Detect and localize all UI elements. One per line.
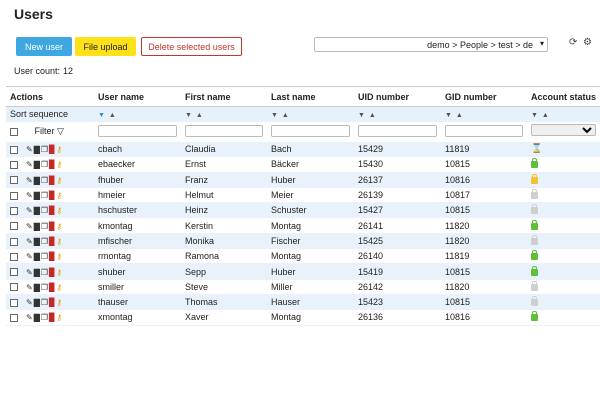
delete-icon[interactable]: ▇ — [33, 282, 41, 292]
table-row[interactable] — [6, 187, 600, 202]
table-row[interactable] — [6, 264, 600, 279]
cell-gid: 11820 — [441, 279, 527, 294]
cell-account-status — [527, 249, 600, 264]
chevron-down-icon: ▾ — [539, 39, 544, 48]
filter-uid-input[interactable] — [358, 125, 437, 137]
cell-uid: 15429 — [354, 142, 441, 157]
cell-user-name[interactable]: fhuber — [94, 172, 181, 187]
copy-icon[interactable]: ❐ — [40, 175, 50, 185]
path-select[interactable] — [314, 37, 548, 52]
sort-desc-icon[interactable]: ▼ — [271, 112, 279, 120]
lock-green-icon — [531, 314, 538, 321]
filter-last-name-input[interactable] — [271, 125, 350, 137]
key-icon[interactable]: ⚷ — [56, 206, 64, 216]
hourglass-icon: ⌛ — [531, 143, 543, 154]
refresh-icon[interactable]: ⟳ — [569, 37, 578, 48]
cell-last-name: Huber — [267, 264, 354, 279]
row-actions — [6, 203, 94, 218]
table-row[interactable] — [6, 249, 600, 264]
row-checkbox[interactable] — [10, 268, 18, 276]
copy-icon[interactable]: ❐ — [40, 236, 50, 246]
cell-user-name[interactable]: hschuster — [94, 203, 181, 218]
pdf-icon[interactable]: ▉ — [49, 252, 57, 262]
lock-green-icon — [531, 269, 538, 276]
lock-green-icon — [531, 161, 538, 168]
cell-gid: 11820 — [441, 233, 527, 248]
sort-asc-icon[interactable]: ▲ — [195, 112, 204, 120]
row-actions — [6, 294, 94, 309]
pdf-icon[interactable]: ▉ — [49, 206, 57, 216]
table-row[interactable] — [6, 310, 600, 325]
sort-asc-icon[interactable]: ▲ — [455, 112, 464, 120]
delete-selected-button[interactable]: Delete selected users — [141, 37, 242, 56]
row-actions — [6, 218, 94, 233]
cell-last-name: Bäcker — [267, 157, 354, 172]
pdf-icon[interactable]: ▉ — [49, 175, 57, 185]
filter-cell — [6, 122, 94, 142]
cell-user-name[interactable]: hmeier — [94, 187, 181, 202]
cell-gid: 10817 — [441, 187, 527, 202]
cell-account-status — [527, 203, 600, 218]
row-actions — [6, 142, 94, 157]
table-row[interactable] — [6, 172, 600, 187]
header-first-name[interactable]: First name — [181, 87, 267, 107]
copy-icon[interactable]: ❐ — [40, 298, 50, 308]
edit-icon[interactable]: ✎ — [26, 175, 34, 185]
lock-gray-icon — [531, 284, 538, 291]
header-uid[interactable]: UID number — [354, 87, 441, 107]
user-count-value: 12 — [63, 66, 74, 76]
sort-asc-icon[interactable]: ▲ — [368, 112, 377, 120]
cell-first-name: Sepp — [181, 264, 267, 279]
delete-icon[interactable]: ▇ — [33, 206, 41, 216]
cell-first-name: Xaver — [181, 310, 267, 325]
row-checkbox[interactable] — [10, 192, 18, 200]
cell-account-status — [527, 218, 600, 233]
copy-icon[interactable]: ❐ — [40, 206, 50, 216]
cell-gid: 11820 — [441, 218, 527, 233]
sort-desc-icon[interactable]: ▼ — [445, 112, 453, 120]
edit-icon[interactable]: ✎ — [26, 206, 34, 216]
cell-user-name[interactable]: ebaecker — [94, 157, 181, 172]
key-icon[interactable]: ⚷ — [56, 175, 64, 185]
copy-icon[interactable]: ❐ — [40, 221, 50, 231]
sort-desc-icon[interactable]: ▼ — [98, 112, 106, 120]
pdf-icon[interactable]: ▉ — [49, 191, 57, 201]
filter-account-status-select[interactable] — [531, 124, 596, 136]
cell-account-status — [527, 157, 600, 172]
edit-icon[interactable]: ✎ — [26, 236, 34, 246]
row-actions — [6, 157, 94, 172]
pdf-icon[interactable]: ▉ — [49, 221, 57, 231]
delete-icon[interactable]: ▇ — [33, 160, 41, 170]
row-actions — [6, 187, 94, 202]
table-row[interactable] — [6, 294, 600, 309]
cell-uid: 15427 — [354, 203, 441, 218]
cell-account-status — [527, 172, 600, 187]
cell-account-status — [527, 264, 600, 279]
cell-gid: 10815 — [441, 203, 527, 218]
lock-gray-icon — [531, 192, 538, 199]
copy-icon[interactable]: ❐ — [40, 282, 50, 292]
cell-user-name[interactable]: kmontag — [94, 218, 181, 233]
copy-icon[interactable]: ❐ — [40, 191, 50, 201]
cell-gid: 11819 — [441, 142, 527, 157]
cell-account-status — [527, 279, 600, 294]
sort-asc-icon[interactable]: ▲ — [281, 112, 290, 120]
edit-icon[interactable]: ✎ — [26, 191, 34, 201]
copy-icon[interactable]: ❐ — [40, 144, 50, 154]
cell-last-name: Montag — [267, 218, 354, 233]
cell-last-name: Meier — [267, 187, 354, 202]
edit-icon[interactable]: ✎ — [26, 298, 34, 308]
cell-first-name: Franz — [181, 172, 267, 187]
file-upload-button[interactable]: File upload — [75, 37, 136, 56]
edit-icon[interactable]: ✎ — [26, 160, 34, 170]
cell-account-status — [527, 142, 600, 157]
cell-gid: 10816 — [441, 172, 527, 187]
cell-first-name: Ernst — [181, 157, 267, 172]
row-actions — [6, 279, 94, 294]
cell-last-name: Montag — [267, 310, 354, 325]
cell-first-name: Heinz — [181, 203, 267, 218]
delete-icon[interactable]: ▇ — [33, 191, 41, 201]
cell-account-status — [527, 294, 600, 309]
cell-uid: 26141 — [354, 218, 441, 233]
cell-uid: 15425 — [354, 233, 441, 248]
cell-gid: 10815 — [441, 264, 527, 279]
sort-asc-icon[interactable]: ▲ — [541, 112, 550, 120]
row-checkbox[interactable] — [10, 314, 18, 322]
pdf-icon[interactable]: ▉ — [49, 144, 57, 154]
copy-icon[interactable]: ❐ — [40, 313, 50, 323]
pdf-icon[interactable]: ▉ — [49, 298, 57, 308]
key-icon[interactable]: ⚷ — [56, 221, 64, 231]
table-row[interactable] — [6, 157, 600, 172]
row-checkbox[interactable] — [10, 161, 18, 169]
row-checkbox[interactable] — [10, 253, 18, 261]
cell-user-name[interactable]: cbach — [94, 142, 181, 157]
key-icon[interactable]: ⚷ — [56, 282, 64, 292]
page-title: Users — [14, 6, 53, 22]
sort-gid[interactable] — [441, 107, 527, 122]
cell-account-status — [527, 233, 600, 248]
filter-first-name-input[interactable] — [185, 125, 263, 137]
path-select-value: demo > People > test > de — [427, 39, 533, 50]
key-icon[interactable]: ⚷ — [56, 191, 64, 201]
gear-icon[interactable]: ⚙ — [583, 37, 592, 48]
cell-uid: 15430 — [354, 157, 441, 172]
cell-first-name: Claudia — [181, 142, 267, 157]
row-checkbox[interactable] — [10, 238, 18, 246]
select-all-checkbox[interactable] — [10, 128, 18, 136]
cell-uid: 15423 — [354, 294, 441, 309]
row-actions — [6, 172, 94, 187]
delete-icon[interactable]: ▇ — [33, 144, 41, 154]
cell-user-name[interactable]: mfischer — [94, 233, 181, 248]
key-icon[interactable]: ⚷ — [56, 144, 64, 154]
key-icon[interactable]: ⚷ — [56, 160, 64, 170]
cell-last-name: Hauser — [267, 294, 354, 309]
sort-desc-icon[interactable]: ▼ — [185, 112, 193, 120]
key-icon[interactable]: ⚷ — [56, 313, 64, 323]
key-icon[interactable]: ⚷ — [56, 298, 64, 308]
header-user-name[interactable]: User name — [94, 87, 181, 107]
cell-last-name: Schuster — [267, 203, 354, 218]
edit-icon[interactable]: ✎ — [26, 267, 34, 277]
delete-icon[interactable]: ▇ — [33, 221, 41, 231]
sort-last-name[interactable] — [267, 107, 354, 122]
cell-first-name: Thomas — [181, 294, 267, 309]
table-row[interactable] — [6, 233, 600, 248]
pdf-icon[interactable]: ▉ — [49, 267, 57, 277]
lock-gray-icon — [531, 299, 538, 306]
row-actions — [6, 249, 94, 264]
pdf-icon[interactable]: ▉ — [49, 282, 57, 292]
lock-gray-icon — [531, 238, 538, 245]
key-icon[interactable]: ⚷ — [56, 252, 64, 262]
new-user-button[interactable]: New user — [16, 37, 72, 56]
pdf-icon[interactable]: ▉ — [49, 313, 57, 323]
table-row[interactable] — [6, 142, 600, 157]
cell-account-status — [527, 310, 600, 325]
lock-green-icon — [531, 253, 538, 260]
sort-sequence-label: Sort sequence — [6, 107, 94, 122]
row-checkbox[interactable] — [10, 176, 18, 184]
table-row[interactable] — [6, 203, 600, 218]
cell-user-name[interactable]: shuber — [94, 264, 181, 279]
cell-gid: 10815 — [441, 294, 527, 309]
row-actions — [6, 310, 94, 325]
copy-icon[interactable]: ❐ — [40, 252, 50, 262]
sort-user-name[interactable] — [94, 107, 181, 122]
table-row[interactable] — [6, 218, 600, 233]
delete-icon[interactable]: ▇ — [33, 313, 41, 323]
header-actions: Actions — [6, 87, 94, 107]
cell-first-name: Helmut — [181, 187, 267, 202]
lock-yellow-icon — [531, 177, 538, 184]
row-actions — [6, 233, 94, 248]
cell-uid: 15419 — [354, 264, 441, 279]
user-count-label: User count: — [14, 66, 61, 76]
row-checkbox[interactable] — [10, 146, 18, 154]
filter-icon[interactable]: ▽ — [57, 126, 64, 136]
delete-icon[interactable]: ▇ — [33, 298, 41, 308]
row-checkbox[interactable] — [10, 222, 18, 230]
cell-first-name: Kerstin — [181, 218, 267, 233]
header-account-status[interactable]: Account status — [527, 87, 600, 107]
cell-gid: 10815 — [441, 157, 527, 172]
edit-icon[interactable]: ✎ — [26, 252, 34, 262]
cell-uid: 26142 — [354, 279, 441, 294]
filter-user-name-input[interactable] — [98, 125, 177, 137]
delete-icon[interactable]: ▇ — [33, 267, 41, 277]
filter-gid-input[interactable] — [445, 125, 523, 137]
lock-gray-icon — [531, 207, 538, 214]
sort-desc-icon[interactable]: ▼ — [358, 112, 366, 120]
cell-gid: 10816 — [441, 310, 527, 325]
cell-uid: 26140 — [354, 249, 441, 264]
cell-last-name: Fischer — [267, 233, 354, 248]
sort-uid[interactable] — [354, 107, 441, 122]
cell-first-name: Ramona — [181, 249, 267, 264]
pdf-icon[interactable]: ▉ — [49, 236, 57, 246]
cell-account-status — [527, 187, 600, 202]
edit-icon[interactable]: ✎ — [26, 313, 34, 323]
header-gid[interactable]: GID number — [441, 87, 527, 107]
sort-account-status[interactable] — [527, 107, 600, 122]
cell-user-name[interactable]: xmontag — [94, 310, 181, 325]
cell-uid: 26137 — [354, 172, 441, 187]
user-count — [14, 66, 73, 76]
cell-gid: 11819 — [441, 249, 527, 264]
row-actions — [6, 264, 94, 279]
edit-icon[interactable]: ✎ — [26, 144, 34, 154]
sort-first-name[interactable] — [181, 107, 267, 122]
edit-icon[interactable]: ✎ — [26, 221, 34, 231]
cell-user-name[interactable]: smiller — [94, 279, 181, 294]
sort-desc-icon[interactable]: ▼ — [531, 112, 539, 120]
filter-label: Filter — [34, 126, 55, 136]
delete-icon[interactable]: ▇ — [33, 252, 41, 262]
copy-icon[interactable]: ❐ — [40, 160, 50, 170]
delete-icon[interactable]: ▇ — [33, 175, 41, 185]
copy-icon[interactable]: ❐ — [40, 267, 50, 277]
cell-last-name: Miller — [267, 279, 354, 294]
key-icon[interactable]: ⚷ — [56, 267, 64, 277]
cell-user-name[interactable]: thauser — [94, 294, 181, 309]
row-checkbox[interactable] — [10, 299, 18, 307]
header-last-name[interactable]: Last name — [267, 87, 354, 107]
pdf-icon[interactable]: ▉ — [49, 160, 57, 170]
table-row[interactable] — [6, 279, 600, 294]
delete-icon[interactable]: ▇ — [33, 236, 41, 246]
sort-asc-icon[interactable]: ▲ — [108, 112, 117, 120]
row-checkbox[interactable] — [10, 283, 18, 291]
cell-first-name: Steve — [181, 279, 267, 294]
cell-user-name[interactable]: rmontag — [94, 249, 181, 264]
cell-uid: 26136 — [354, 310, 441, 325]
row-checkbox[interactable] — [10, 207, 18, 215]
cell-first-name: Monika — [181, 233, 267, 248]
edit-icon[interactable]: ✎ — [26, 282, 34, 292]
cell-last-name: Montag — [267, 249, 354, 264]
cell-last-name: Bach — [267, 142, 354, 157]
cell-uid: 26139 — [354, 187, 441, 202]
users-table — [6, 86, 600, 326]
key-icon[interactable]: ⚷ — [56, 236, 64, 246]
lock-green-icon — [531, 223, 538, 230]
cell-last-name: Huber — [267, 172, 354, 187]
